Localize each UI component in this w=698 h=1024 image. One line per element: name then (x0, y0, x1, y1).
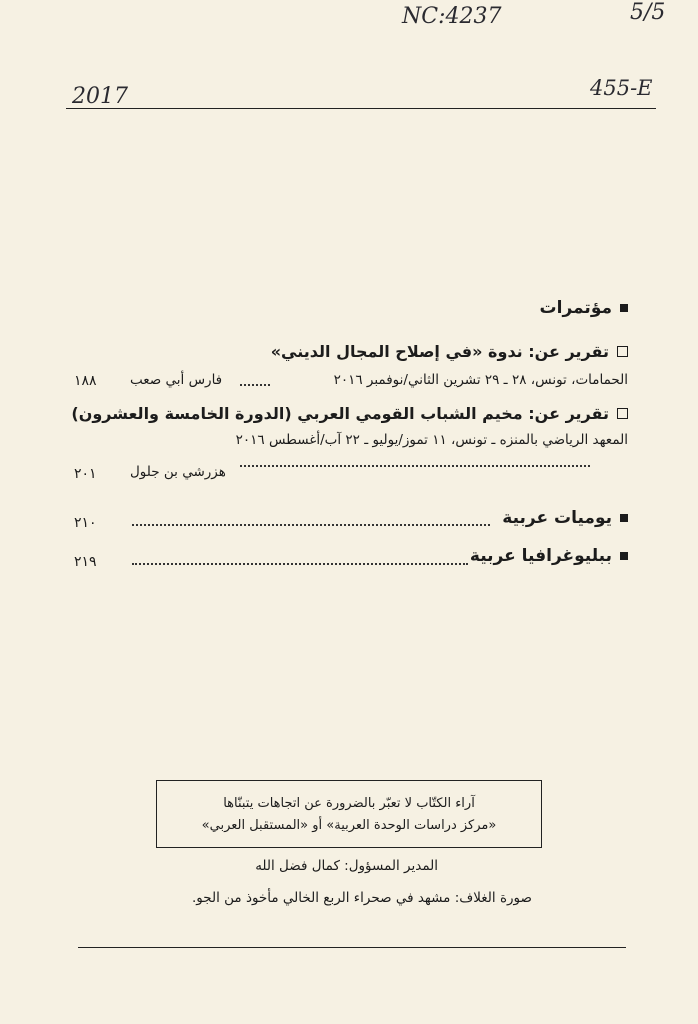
handwritten-page-ref: 5/5 (630, 0, 666, 25)
handwritten-nc-code: NC:4237 (402, 4, 502, 29)
filled-square-bullet-icon (620, 552, 628, 560)
toc-entry-detail: المعهد الرياضي بالمنزه ـ تونس، ١١ تموز/يوليو ـ ٢٢ آب/أغسطس ٢٠١٦ (235, 432, 628, 448)
filled-square-bullet-icon (620, 304, 628, 312)
toc-entry-page: ٢١٠ (74, 515, 97, 531)
handwritten-year: 2017 (72, 84, 128, 109)
disclaimer-line: آراء الكتّاب لا تعبّر بالضرورة عن اتجاهات يتبنّاها (223, 796, 475, 811)
disclaimer-line: «مركز دراسات الوحدة العربية» أو «المستقبل العربي» (201, 818, 497, 833)
editor-credit: المدير المسؤول: كمال فضل الله (255, 858, 438, 874)
header-rule (66, 108, 656, 109)
section-heading-conferences: مؤتمرات (540, 298, 628, 318)
empty-square-bullet-icon (617, 346, 628, 357)
toc-entry-page: ١٨٨ (74, 373, 97, 389)
filled-square-bullet-icon (620, 514, 628, 522)
section-heading-diaries: يوميات عربية (502, 508, 628, 528)
dotted-leader (132, 563, 468, 565)
empty-square-bullet-icon (617, 408, 628, 419)
toc-entry-title: تقرير عن: ندوة «في إصلاح المجال الديني» (271, 342, 628, 361)
section-heading-bibliography: ببليوغرافيا عربية (470, 546, 628, 566)
toc-entry-author: فارس أبي صعب (130, 372, 223, 388)
handwritten-shelf-code: 455-E (590, 76, 653, 100)
footer-rule (78, 947, 626, 948)
toc-entry-author: هزرشي بن جلول (130, 464, 226, 480)
dotted-leader (240, 384, 270, 386)
disclaimer-box (156, 780, 542, 848)
toc-entry-title: تقرير عن: مخيم الشباب القومي العربي (الدورة الخامسة والعشرون) (71, 404, 628, 423)
cover-caption: صورة الغلاف: مشهد في صحراء الربع الخالي مأخوذ من الجو. (192, 890, 532, 906)
toc-entry-page: ٢٠١ (74, 466, 97, 482)
dotted-leader (132, 524, 490, 526)
toc-entry-detail: الحمامات، تونس، ٢٨ ـ ٢٩ تشرين الثاني/نوفمبر ٢٠١٦ (333, 372, 628, 388)
toc-entry-page: ٢١٩ (74, 554, 97, 570)
dotted-leader (240, 465, 590, 467)
